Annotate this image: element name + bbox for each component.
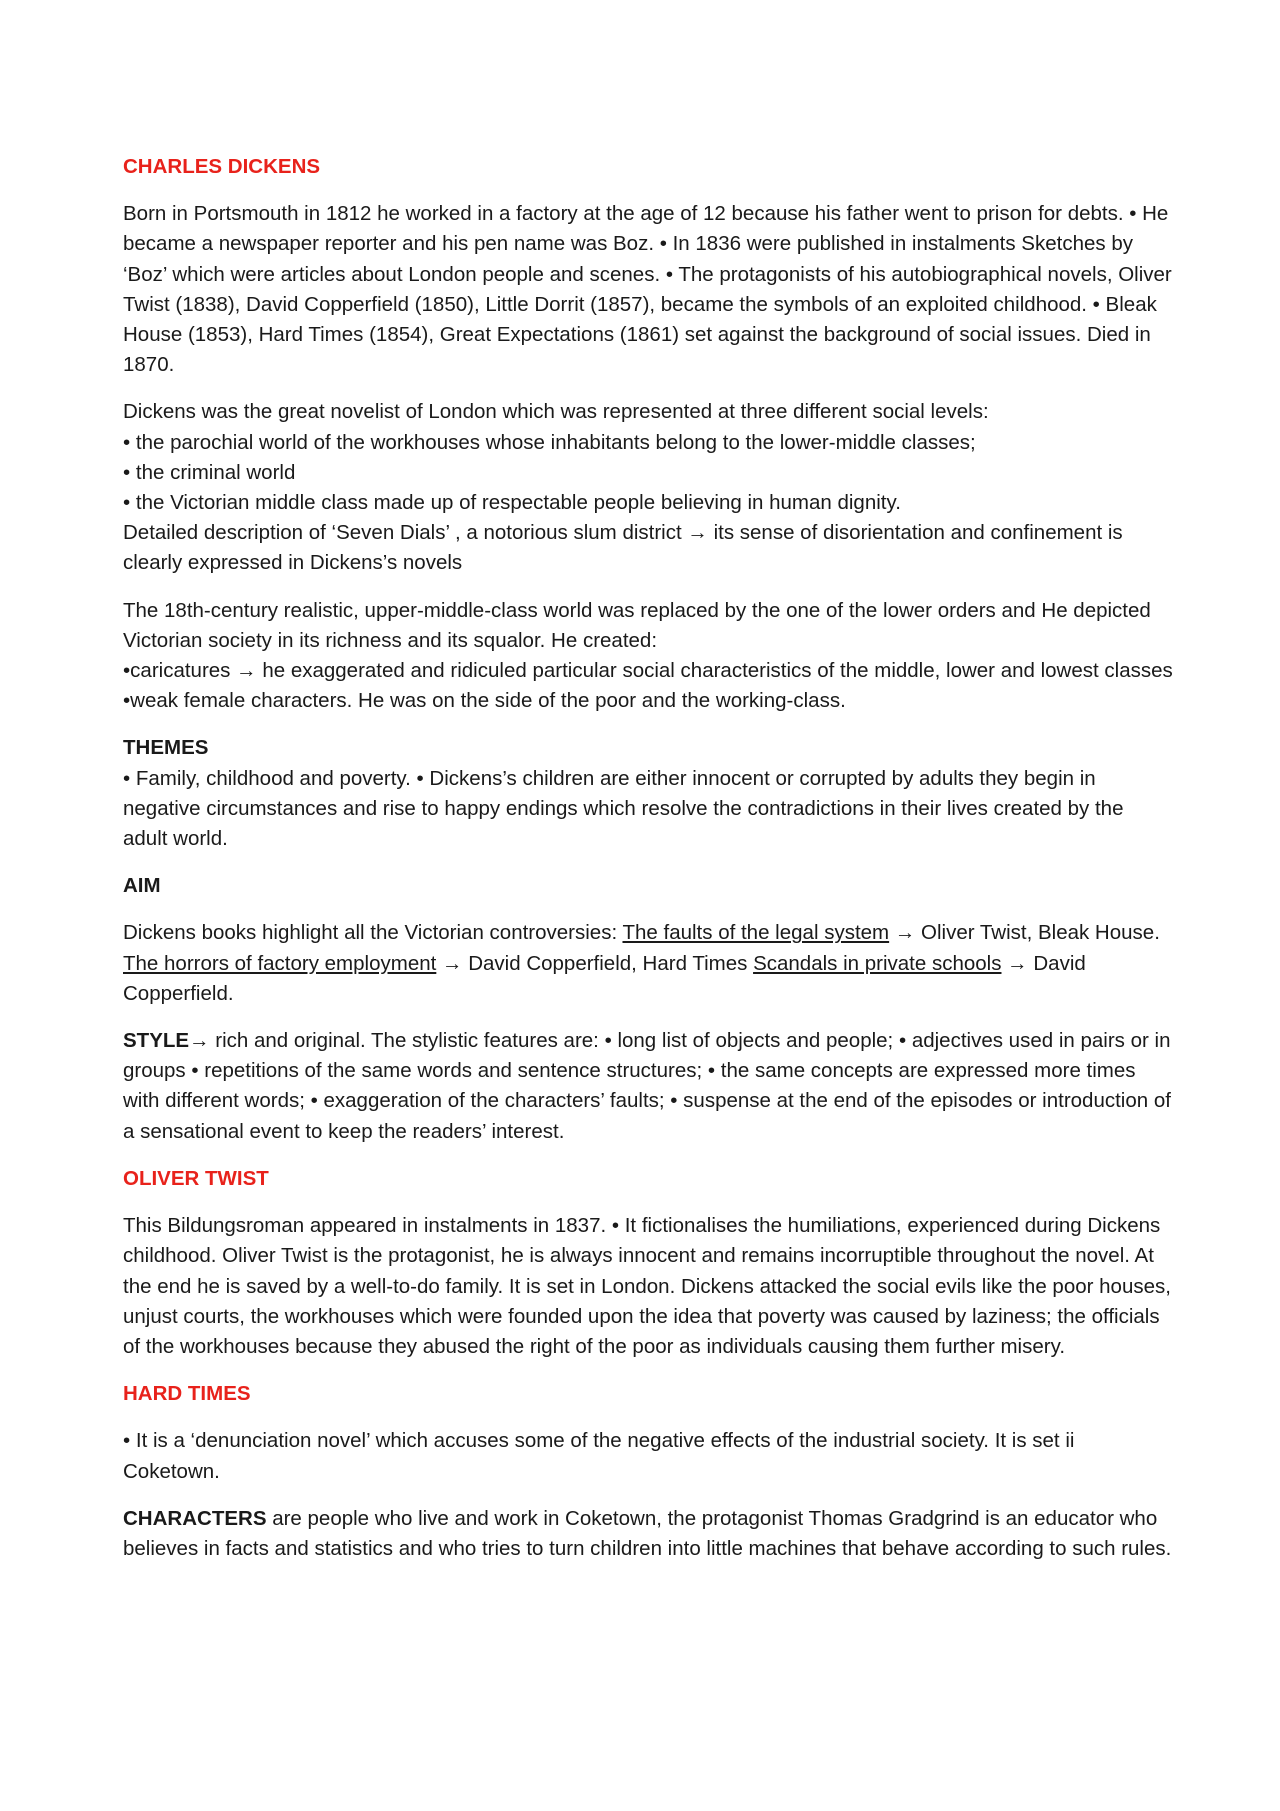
style-text: → rich and original. The stylistic features are: • long list of objects and people; • adjectives used in pairs or in groups • repetitions of the same words and sentence structures; • the same concepts are expressed more times with different words; • exaggeration of the characters’ faults; • suspense at the end of the episodes or introduction of a sensational event to keep the readers’ interest. bbox=[123, 1029, 1171, 1143]
london-intro: Dickens was the great novelist of London which was represented at three different social levels: bbox=[123, 400, 989, 424]
london-level-item: • the parochial world of the workhouses whose inhabitants belong to the lower-middle classes; bbox=[123, 430, 976, 454]
private-schools-phrase: Scandals in private schools bbox=[753, 951, 1002, 975]
realism-intro: The 18th-century realistic, upper-middle-class world was replaced by the one of the lower orders and He depicted Victorian society in its richness and its squalor. He created: bbox=[123, 598, 1151, 652]
aim-text bbox=[123, 918, 1173, 1009]
aim-intro: Dickens books highlight all the Victorian controversies: bbox=[123, 921, 623, 945]
oliver-text: This Bildungsroman appeared in instalments in 1837. • It fictionalises the humiliations, experienced during Dickens childhood. Oliver Twist is the protagonist, he is always innocent and remains incorruptible throughout the novel. At the end he is saved by a well-to-do family. It is set in London. Dickens attacked the social evils like the poor houses, unjust courts, the workhouses which were founded upon the idea that poverty was caused by laziness; the officials of the workhouses because they abused the right of the poor as individuals causing them further misery. bbox=[123, 1214, 1171, 1358]
london-level-item: • the Victorian middle class made up of respectable people believing in human dignity. bbox=[123, 491, 901, 515]
created-item: •weak female characters. He was on the side of the poor and the working-class. bbox=[123, 689, 846, 713]
aim-after-1: → Oliver Twist, Bleak House. bbox=[889, 921, 1160, 945]
themes-text: • Family, childhood and poverty. • Dickens’s children are either innocent or corrupted by adults they begin in negative circumstances and rise to happy endings which resolve the contradictions in their lives created by the adult world. bbox=[123, 766, 1124, 851]
style-paragraph bbox=[123, 1026, 1173, 1147]
hard-times-title: HARD TIMES bbox=[123, 1382, 251, 1406]
london-level-item: • the criminal world bbox=[123, 460, 296, 484]
dickens-title: CHARLES DICKENS bbox=[123, 155, 321, 178]
aim-after-2: → David Copperfield, Hard Times bbox=[436, 951, 754, 975]
factory-employment-phrase: The horrors of factory employment bbox=[123, 951, 437, 975]
style-heading: STYLE bbox=[123, 1029, 190, 1053]
created-item: •caricatures → he exaggerated and ridiculed particular social characteristics of the middle, lower and lowest classes bbox=[123, 659, 1173, 683]
aim-after-3: → David Copperfield. bbox=[123, 951, 1086, 1005]
oliver-title: OLIVER TWIST bbox=[123, 1166, 269, 1190]
seven-dials-text: Detailed description of ‘Seven Dials’ , a notorious slum district → its sense of disorientation and confinement is clearly expressed in Dickens’s novels bbox=[123, 521, 1123, 575]
characters-text: are people who live and work in Coketown, the protagonist Thomas Gradgrind is an educator who believes in facts and statistics and who tries to turn children into little machines that behave according to such rules. bbox=[123, 1506, 1172, 1560]
themes-heading: THEMES bbox=[123, 736, 209, 760]
aim-heading: AIM bbox=[123, 874, 161, 898]
realism-block bbox=[123, 596, 1173, 717]
characters-paragraph bbox=[123, 1504, 1173, 1564]
legal-system-phrase: The faults of the legal system bbox=[622, 921, 890, 945]
hard-times-text: • It is a ‘denunciation novel’ which accuses some of the negative effects of the industrial society. It is set ii Coketown. bbox=[123, 1429, 1075, 1483]
dickens-bio: Born in Portsmouth in 1812 he worked in a factory at the age of 12 because his father went to prison for debts. • He became a newspaper reporter and his pen name was Boz. • In 1836 were published in instalments Sketches by ‘Boz’ which were articles about London people and scenes. • The protagonists of his autobiographical novels, Oliver Twist (1838), David Copperfield (1850), Little Dorrit (1857), became the symbols of an exploited childhood. • Bleak House (1853), Hard Times (1854), Great Expectations (1861) set against the background of social issues. Died in 1870. bbox=[123, 202, 1172, 377]
characters-heading: CHARACTERS bbox=[123, 1506, 267, 1530]
london-levels-block bbox=[123, 397, 1173, 578]
themes-block bbox=[123, 733, 1173, 854]
document-page bbox=[123, 152, 1173, 1581]
